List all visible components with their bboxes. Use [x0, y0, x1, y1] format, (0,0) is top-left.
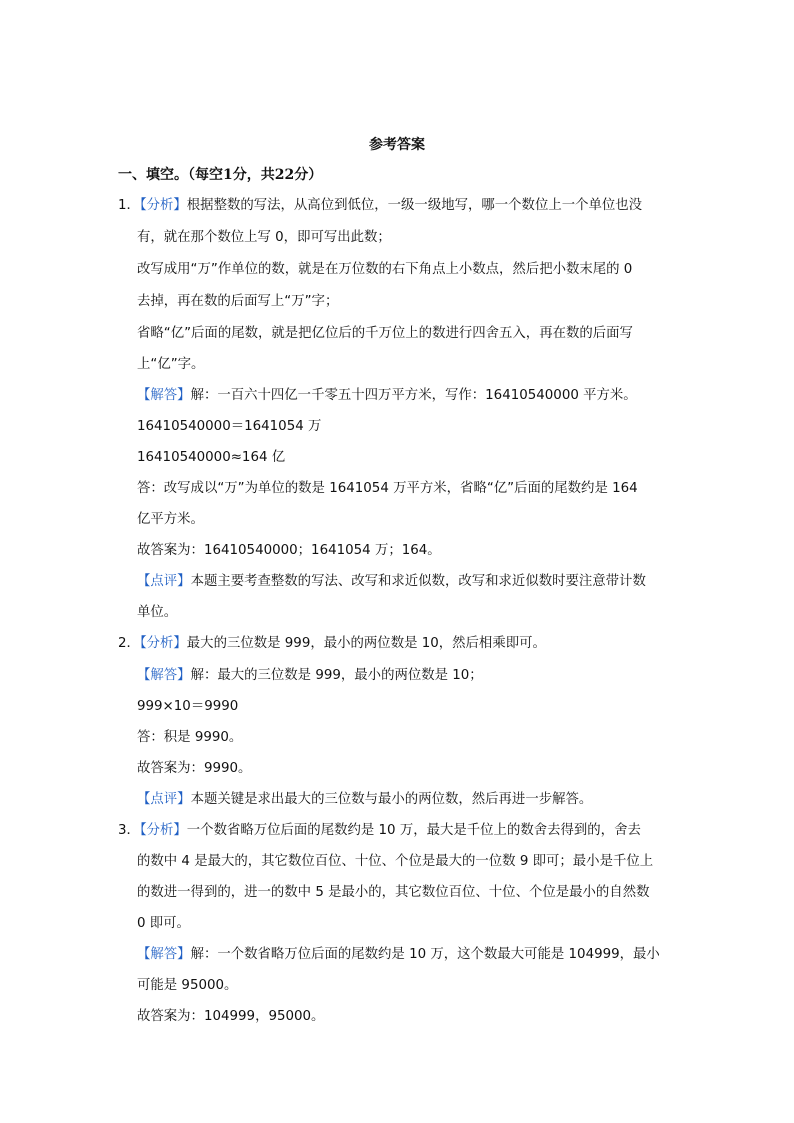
q3-number: 3． [118, 823, 140, 838]
text-line: 一个数省略万位后面的尾数约是 10 万，最大是千位上的数舍去得到的，舍去 [186, 823, 641, 838]
text-line: 故答案为：104999，95000。 [137, 1009, 325, 1024]
text-line: 去掉，再在数的后面写上“万”字； [137, 294, 339, 309]
q1-analysis-line [118, 196, 642, 216]
comment-tag: 【点评】 [137, 792, 191, 807]
text-line: 根据整数的写法，从高位到低位，一级一级地写，哪一个数位上一个单位也没 [186, 198, 643, 213]
q2-comment-line [137, 790, 592, 810]
q3-analysis-line [118, 821, 641, 841]
text-line: 单位。 [137, 605, 178, 620]
text-line: 解：最大的三位数是 999，最小的两位数是 10； [190, 668, 483, 683]
text-line: 可能是 95000。 [137, 978, 238, 993]
q2-number: 2． [118, 636, 140, 651]
text-line: 的数中 4 是最大的，其它数位百位、十位、个位是最大的一位数 9 即可；最小是千位上 [137, 854, 654, 869]
q1-number: 1． [118, 198, 140, 213]
text-line: 答：改写成以“万”为单位的数是 1641054 万平方米，省略“亿”后面的尾数约是 164 [137, 481, 638, 496]
text-line: 有，就在那个数位上写 0，即可写出此数； [137, 230, 391, 245]
q1-comment-line [137, 572, 646, 592]
text-line: 上“亿”字。 [137, 357, 205, 372]
answer-tag: 【解答】 [137, 388, 191, 403]
section-heading: 一、填空。（每空1分，共22分） [118, 167, 323, 183]
page-title: 参考答案 [369, 137, 425, 153]
text-line: 故答案为：9990。 [137, 761, 252, 776]
text-line: 的数进一得到的，进一的数中 5 是最小的，其它数位百位、十位、个位是最小的自然数 [137, 885, 650, 900]
analysis-tag: 【分析】 [139, 198, 187, 213]
text-line: 改写成用“万”作单位的数，就是在万位数的右下角点上小数点，然后把小数末尾的 0 [137, 262, 633, 277]
answer-tag: 【解答】 [137, 947, 191, 962]
text-line: 故答案为：16410540000；1641054 万；164。 [137, 543, 441, 558]
text-line: 999×10＝9990 [137, 699, 239, 714]
text-line: 本题关键是求出最大的三位数与最小的两位数，然后再进一步解答。 [190, 792, 593, 807]
text-line: 解：一个数省略万位后面的尾数约是 10 万，这个数最大可能是 104999，最小 [190, 947, 660, 962]
text-line: 本题主要考查整数的写法、改写和求近似数，改写和求近似数时要注意带计数 [190, 574, 646, 589]
text-line: 16410540000≈164 亿 [137, 450, 286, 465]
text-line: 答：积是 9990。 [137, 730, 243, 745]
q2-analysis-line [118, 634, 546, 654]
text-line: 最大的三位数是 999，最小的两位数是 10，然后相乘即可。 [186, 636, 546, 651]
text-line: 0 即可。 [137, 916, 190, 931]
analysis-tag: 【分析】 [139, 636, 187, 651]
q1-answer-line [137, 386, 637, 406]
analysis-tag: 【分析】 [139, 823, 187, 838]
text-line: 省略“亿”后面的尾数，就是把亿位后的千万位上的数进行四舍五入，再在数的后面写 [137, 326, 633, 341]
comment-tag: 【点评】 [137, 574, 191, 589]
text-line: 解：一百六十四亿一千零五十四万平方米，写作：16410540000 平方米。 [190, 388, 637, 403]
text-line: 亿平方米。 [137, 512, 204, 527]
q2-answer-line [137, 666, 483, 686]
text-line: 16410540000＝1641054 万 [137, 419, 322, 434]
answer-tag: 【解答】 [137, 668, 191, 683]
q3-answer-line [137, 945, 660, 965]
